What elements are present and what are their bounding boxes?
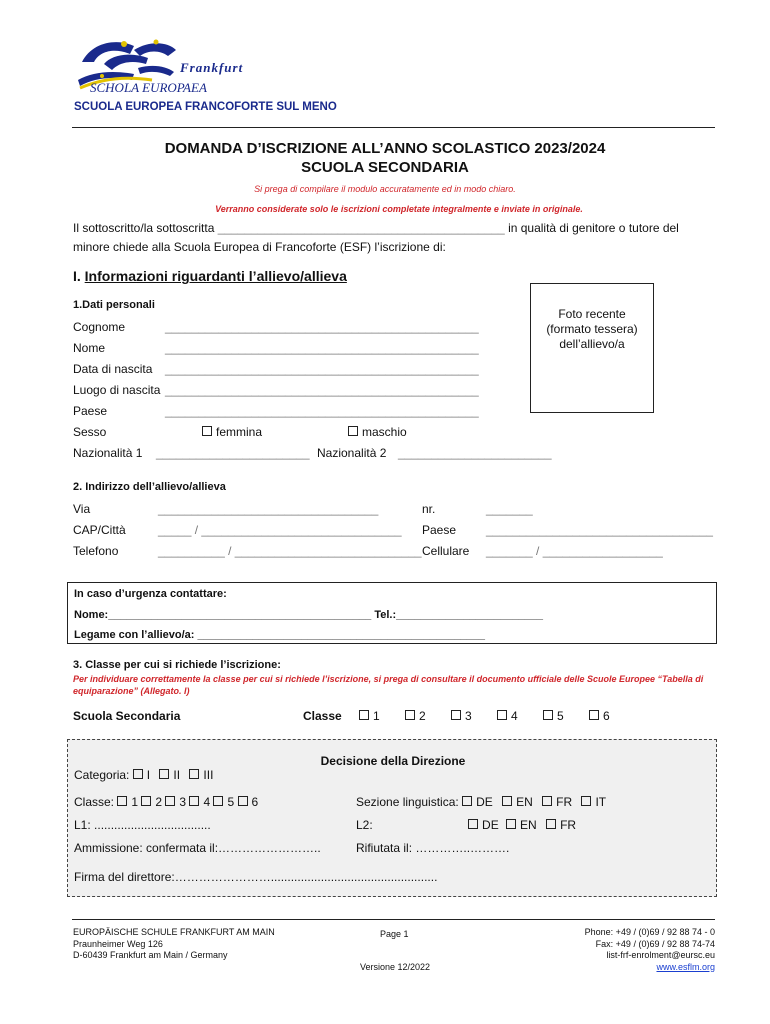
surname-label: Cognome <box>73 320 126 334</box>
emergency-tel-label: Tel.: <box>374 609 397 621</box>
intro-line2: minore chiede alla Scuola Europea di Francoforte (ESF) l’iscrizione di: <box>73 240 446 254</box>
class-1-label: 1 <box>373 709 380 723</box>
surname-field[interactable]: _______________________________________________ <box>165 320 479 334</box>
sex-label: Sesso <box>73 425 107 439</box>
l2-EN-label: EN <box>520 818 537 832</box>
class-5-checkbox[interactable] <box>543 710 553 720</box>
class-3-label: 3 <box>465 709 472 723</box>
section-EN-checkbox[interactable] <box>502 796 512 806</box>
category-I-checkbox[interactable] <box>133 769 143 779</box>
footer-email[interactable]: list-frf-enrolment@eursc.eu <box>606 950 715 960</box>
footer-divider <box>72 919 715 920</box>
logo-school-text: SCHOLA EUROPAEA <box>90 80 207 95</box>
zip-city-label: CAP/Città <box>73 523 126 537</box>
birthdate-field[interactable]: _______________________________________________ <box>165 362 479 376</box>
version-label: Versione 12/2022 <box>360 962 431 972</box>
phone-label: Telefono <box>73 544 119 558</box>
direction-class-6[interactable] <box>238 795 259 809</box>
category-label: Categoria: <box>74 768 130 782</box>
direction-decision-box <box>67 739 717 897</box>
completion-note: Verranno considerate solo le iscrizioni completate integralmente e inviate in originale. <box>215 204 583 214</box>
category-row <box>74 768 213 782</box>
class-option-2[interactable] <box>405 709 451 723</box>
direction-title: Decisione della Direzione <box>320 754 466 768</box>
logo-city-text: Frankfurt <box>180 60 244 75</box>
secondary-school-label: Scuola Secondaria <box>73 709 181 723</box>
direction-class-1-checkbox[interactable] <box>117 796 127 806</box>
birthdate-label: Data di nascita <box>73 362 153 376</box>
section-EN-label: EN <box>516 795 533 809</box>
male-option[interactable] <box>348 425 407 439</box>
footer-address <box>73 927 275 962</box>
emergency-title: In caso d’urgenza contattare: <box>74 588 227 600</box>
photo-box-label: Foto recente (formato tessera) dell’allievo/a <box>546 307 638 351</box>
intro-line1 <box>73 221 679 235</box>
direction-class-5[interactable] <box>213 795 234 809</box>
mobile-field[interactable]: _______ / __________________ <box>486 544 663 558</box>
phone-field[interactable]: __________ / ____________________________ <box>158 544 422 558</box>
direction-class-6-label: 6 <box>251 795 259 809</box>
section-DE[interactable] <box>462 795 493 809</box>
l1-field[interactable]: ................................... <box>94 818 211 832</box>
direction-class-5-label: 5 <box>227 795 235 809</box>
emergency-name-row <box>74 609 543 621</box>
category-III-checkbox[interactable] <box>189 769 199 779</box>
class-option-3[interactable] <box>451 709 497 723</box>
class-options <box>359 709 635 723</box>
class-option-5[interactable] <box>543 709 589 723</box>
section-FR-label: FR <box>556 795 573 809</box>
category-I-label: I <box>146 768 151 782</box>
direction-class-2-label: 2 <box>155 795 163 809</box>
l2-EN-checkbox[interactable] <box>506 819 516 829</box>
photo-box[interactable] <box>530 283 654 413</box>
footer-contact <box>585 927 715 973</box>
footer-phone: Phone: +49 / (0)69 / 92 88 74 - 0 <box>584 927 715 937</box>
direction-class-row <box>74 795 258 809</box>
mobile-label: Cellulare <box>422 544 470 558</box>
direction-class-4[interactable] <box>189 795 210 809</box>
emergency-relation-label: Legame con l’allievo/a: <box>74 629 195 641</box>
section1-title: Informazioni riguardanti l’allievo/allieva <box>84 268 347 284</box>
section1-number: I. <box>73 268 81 284</box>
street-field[interactable]: _________________________________ <box>158 502 379 516</box>
class-5-label: 5 <box>557 709 564 723</box>
class-4-checkbox[interactable] <box>497 710 507 720</box>
female-label: femmina <box>216 425 263 439</box>
class-6-checkbox[interactable] <box>589 710 599 720</box>
address-heading: 2. Indirizzo dell’allievo/allieva <box>73 481 226 493</box>
class-label: Classe <box>303 709 342 723</box>
class-heading: 3. Classe per cui si richiede l’iscrizione: <box>73 659 281 671</box>
emergency-name-field[interactable]: ___________________________________________ <box>108 609 372 621</box>
category-III-label: III <box>203 768 214 782</box>
class-1-checkbox[interactable] <box>359 710 369 720</box>
intro-part1: Il sottoscritto/la sottoscritta <box>73 221 215 235</box>
header-divider <box>72 127 715 128</box>
category-II-checkbox[interactable] <box>159 769 169 779</box>
form-title: DOMANDA D’ISCRIZIONE ALL’ANNO SCOLASTICO 2023/2024 <box>164 140 606 157</box>
l1-row <box>74 818 211 832</box>
school-logo <box>72 34 262 100</box>
name-field[interactable]: _______________________________________________ <box>165 341 479 355</box>
direction-class-3[interactable] <box>165 795 186 809</box>
section-EN[interactable] <box>502 795 533 809</box>
emergency-tel-field[interactable]: ________________________ <box>396 609 543 621</box>
language-section-row <box>356 795 606 809</box>
class-note: Per individuare correttamente la classe per cui si richiede l’iscrizione, si prega di consultare il documento ufficiale delle Scuole Europee “Tabella di equiparazione” (Allegato. I) <box>73 674 704 696</box>
address-country-label: Paese <box>422 523 457 537</box>
name-label: Nome <box>73 341 106 355</box>
class-2-checkbox[interactable] <box>405 710 415 720</box>
section1-heading <box>73 268 347 284</box>
category-II-label: II <box>173 768 181 782</box>
section-IT[interactable] <box>581 795 606 809</box>
footer-city: D-60439 Frankfurt am Main / Germany <box>73 950 228 960</box>
nationality1-label: Nazionalità 1 <box>73 446 143 460</box>
emergency-contact-box <box>67 582 717 644</box>
category-option-I[interactable] <box>133 768 150 782</box>
instruction-note: Si prega di compilare il modulo accuratamente ed in modo chiaro. <box>254 184 516 194</box>
female-option[interactable] <box>202 425 262 439</box>
direction-class-5-checkbox[interactable] <box>213 796 223 806</box>
language-section-label: Sezione linguistica: <box>356 795 459 809</box>
footer-website-link[interactable]: www.esflm.org <box>656 961 715 972</box>
footer-school: EUROPÄISCHE SCHULE FRANKFURT AM MAIN <box>73 927 275 937</box>
form-subtitle: SCUOLA SECONDARIA <box>301 159 469 176</box>
intro-part2: in qualità di genitore o tutore del <box>508 221 679 235</box>
direction-class-6-checkbox[interactable] <box>238 796 248 806</box>
country-label: Paese <box>73 404 108 418</box>
direction-class-4-checkbox[interactable] <box>189 796 199 806</box>
direction-class-3-label: 3 <box>179 795 187 809</box>
country-field[interactable]: _______________________________________________ <box>165 404 479 418</box>
class-4-label: 4 <box>511 709 518 723</box>
emergency-relation-field[interactable]: _______________________________________________ <box>197 629 486 641</box>
class-3-checkbox[interactable] <box>451 710 461 720</box>
direction-class-2-checkbox[interactable] <box>141 796 151 806</box>
l1-label: L1: <box>74 818 91 832</box>
male-label: maschio <box>362 425 407 439</box>
admission-refused-field[interactable]: Rifiutata il: …………..………. <box>356 841 510 855</box>
nationality2-field[interactable]: _______________________ <box>398 446 552 460</box>
direction-class-1[interactable] <box>117 795 138 809</box>
number-field[interactable]: _______ <box>486 502 533 516</box>
l2-DE-label: DE <box>482 818 499 832</box>
birthplace-label: Luogo di nascita <box>73 383 161 397</box>
street-label: Via <box>73 502 91 516</box>
section-IT-checkbox[interactable] <box>581 796 591 806</box>
parent-name-field[interactable]: ___________________________________________ <box>217 221 505 235</box>
direction-class-3-checkbox[interactable] <box>165 796 175 806</box>
admission-confirmed-field[interactable]: Ammissione: confermata il:…………………….. <box>74 841 321 855</box>
nationality2-label: Nazionalità 2 <box>317 446 387 460</box>
l2-DE[interactable] <box>468 818 499 832</box>
section-FR[interactable] <box>542 795 572 809</box>
class-option-4[interactable] <box>497 709 543 723</box>
section-FR-checkbox[interactable] <box>542 796 552 806</box>
class-option-1[interactable] <box>359 709 405 723</box>
nationality1-field[interactable]: _______________________ <box>156 446 310 460</box>
section-DE-label: DE <box>476 795 493 809</box>
male-checkbox[interactable] <box>348 426 358 436</box>
l2-FR[interactable] <box>546 818 576 832</box>
page-number: Page 1 <box>380 929 409 939</box>
class-6-label: 6 <box>603 709 610 723</box>
l2-label: L2: <box>356 818 373 832</box>
address-country-field[interactable]: __________________________________ <box>486 523 713 537</box>
footer-fax: Fax: +49 / (0)69 / 92 88 74-74 <box>595 938 715 949</box>
l2-EN[interactable] <box>506 818 537 832</box>
direction-class-1-label: 1 <box>131 795 139 809</box>
number-label: nr. <box>422 502 436 516</box>
school-name: SCUOLA EUROPEA FRANCOFORTE SUL MENO <box>74 101 337 113</box>
emergency-relation-row <box>74 629 485 641</box>
l2-FR-label: FR <box>560 818 577 832</box>
direction-class-4-label: 4 <box>203 795 211 809</box>
direction-class-2[interactable] <box>141 795 162 809</box>
director-signature-field[interactable]: Firma del direttore:…………………….................................................. <box>74 870 438 884</box>
category-option-III[interactable] <box>189 768 213 782</box>
section-DE-checkbox[interactable] <box>462 796 472 806</box>
personal-data-heading: 1.Dati personali <box>73 299 155 311</box>
birthplace-field[interactable]: _______________________________________________ <box>165 383 479 397</box>
l2-row <box>356 818 576 832</box>
female-checkbox[interactable] <box>202 426 212 436</box>
l2-DE-checkbox[interactable] <box>468 819 478 829</box>
footer-street: Praunheimer Weg 126 <box>73 938 163 949</box>
zip-city-field[interactable]: _____ / ______________________________ <box>158 523 402 537</box>
category-option-II[interactable] <box>159 768 180 782</box>
emergency-name-label: Nome: <box>74 609 109 621</box>
class-2-label: 2 <box>419 709 426 723</box>
l2-FR-checkbox[interactable] <box>546 819 556 829</box>
direction-class-label: Classe: <box>74 795 115 809</box>
class-option-6[interactable] <box>589 709 635 723</box>
section-IT-label: IT <box>595 795 607 809</box>
